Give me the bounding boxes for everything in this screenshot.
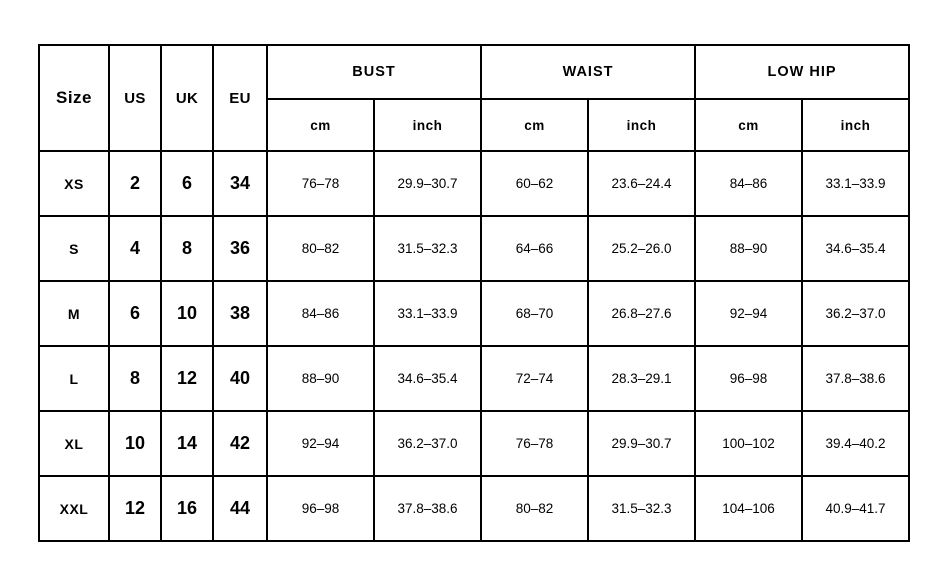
table-row [39, 151, 909, 216]
cell-hip-cm: 92–94 [695, 281, 802, 346]
header-bust-cm: cm [267, 99, 374, 151]
cell-bust-inch: 37.8–38.6 [374, 476, 481, 541]
header-waist-cm: cm [481, 99, 588, 151]
cell-eu: 42 [213, 411, 267, 476]
cell-waist-inch: 25.2–26.0 [588, 216, 695, 281]
header-group-bust: BUST [267, 45, 481, 99]
header-hip-inch: inch [802, 99, 909, 151]
cell-hip-cm: 84–86 [695, 151, 802, 216]
cell-us: 12 [109, 476, 161, 541]
cell-waist-inch: 23.6–24.4 [588, 151, 695, 216]
header-row-groups [39, 45, 909, 99]
header-group-low-hip: LOW HIP [695, 45, 909, 99]
cell-hip-inch: 37.8–38.6 [802, 346, 909, 411]
header-eu: EU [213, 45, 267, 151]
cell-uk: 8 [161, 216, 213, 281]
header-bust-inch: inch [374, 99, 481, 151]
table-row [39, 476, 909, 541]
header-group-waist: WAIST [481, 45, 695, 99]
header-uk: UK [161, 45, 213, 151]
cell-us: 6 [109, 281, 161, 346]
cell-hip-inch: 40.9–41.7 [802, 476, 909, 541]
cell-bust-cm: 88–90 [267, 346, 374, 411]
cell-waist-cm: 68–70 [481, 281, 588, 346]
cell-hip-cm: 88–90 [695, 216, 802, 281]
table-head [39, 45, 909, 151]
table-row [39, 216, 909, 281]
header-waist-inch: inch [588, 99, 695, 151]
cell-hip-cm: 100–102 [695, 411, 802, 476]
cell-uk: 10 [161, 281, 213, 346]
cell-size: S [39, 216, 109, 281]
cell-uk: 16 [161, 476, 213, 541]
cell-hip-inch: 33.1–33.9 [802, 151, 909, 216]
cell-waist-inch: 26.8–27.6 [588, 281, 695, 346]
cell-bust-cm: 92–94 [267, 411, 374, 476]
cell-hip-cm: 104–106 [695, 476, 802, 541]
cell-size: L [39, 346, 109, 411]
cell-eu: 44 [213, 476, 267, 541]
cell-size: XL [39, 411, 109, 476]
header-size: Size [39, 45, 109, 151]
cell-eu: 36 [213, 216, 267, 281]
cell-bust-inch: 36.2–37.0 [374, 411, 481, 476]
size-chart-table [38, 44, 910, 542]
table-row [39, 411, 909, 476]
cell-size: XS [39, 151, 109, 216]
cell-bust-cm: 84–86 [267, 281, 374, 346]
cell-waist-cm: 60–62 [481, 151, 588, 216]
cell-uk: 12 [161, 346, 213, 411]
cell-bust-inch: 34.6–35.4 [374, 346, 481, 411]
cell-bust-cm: 96–98 [267, 476, 374, 541]
cell-bust-inch: 29.9–30.7 [374, 151, 481, 216]
cell-waist-inch: 29.9–30.7 [588, 411, 695, 476]
table-row [39, 346, 909, 411]
cell-bust-cm: 76–78 [267, 151, 374, 216]
cell-hip-inch: 36.2–37.0 [802, 281, 909, 346]
cell-waist-cm: 64–66 [481, 216, 588, 281]
cell-us: 2 [109, 151, 161, 216]
cell-bust-inch: 33.1–33.9 [374, 281, 481, 346]
cell-uk: 14 [161, 411, 213, 476]
cell-size: XXL [39, 476, 109, 541]
header-us: US [109, 45, 161, 151]
header-hip-cm: cm [695, 99, 802, 151]
cell-us: 4 [109, 216, 161, 281]
cell-waist-inch: 28.3–29.1 [588, 346, 695, 411]
cell-hip-inch: 34.6–35.4 [802, 216, 909, 281]
cell-hip-cm: 96–98 [695, 346, 802, 411]
cell-waist-cm: 76–78 [481, 411, 588, 476]
table-body [39, 151, 909, 541]
cell-bust-inch: 31.5–32.3 [374, 216, 481, 281]
cell-uk: 6 [161, 151, 213, 216]
cell-eu: 38 [213, 281, 267, 346]
cell-bust-cm: 80–82 [267, 216, 374, 281]
cell-waist-inch: 31.5–32.3 [588, 476, 695, 541]
cell-us: 10 [109, 411, 161, 476]
table-row [39, 281, 909, 346]
cell-size: M [39, 281, 109, 346]
cell-eu: 34 [213, 151, 267, 216]
cell-us: 8 [109, 346, 161, 411]
size-chart-container [38, 44, 910, 542]
cell-waist-cm: 80–82 [481, 476, 588, 541]
cell-eu: 40 [213, 346, 267, 411]
cell-hip-inch: 39.4–40.2 [802, 411, 909, 476]
cell-waist-cm: 72–74 [481, 346, 588, 411]
